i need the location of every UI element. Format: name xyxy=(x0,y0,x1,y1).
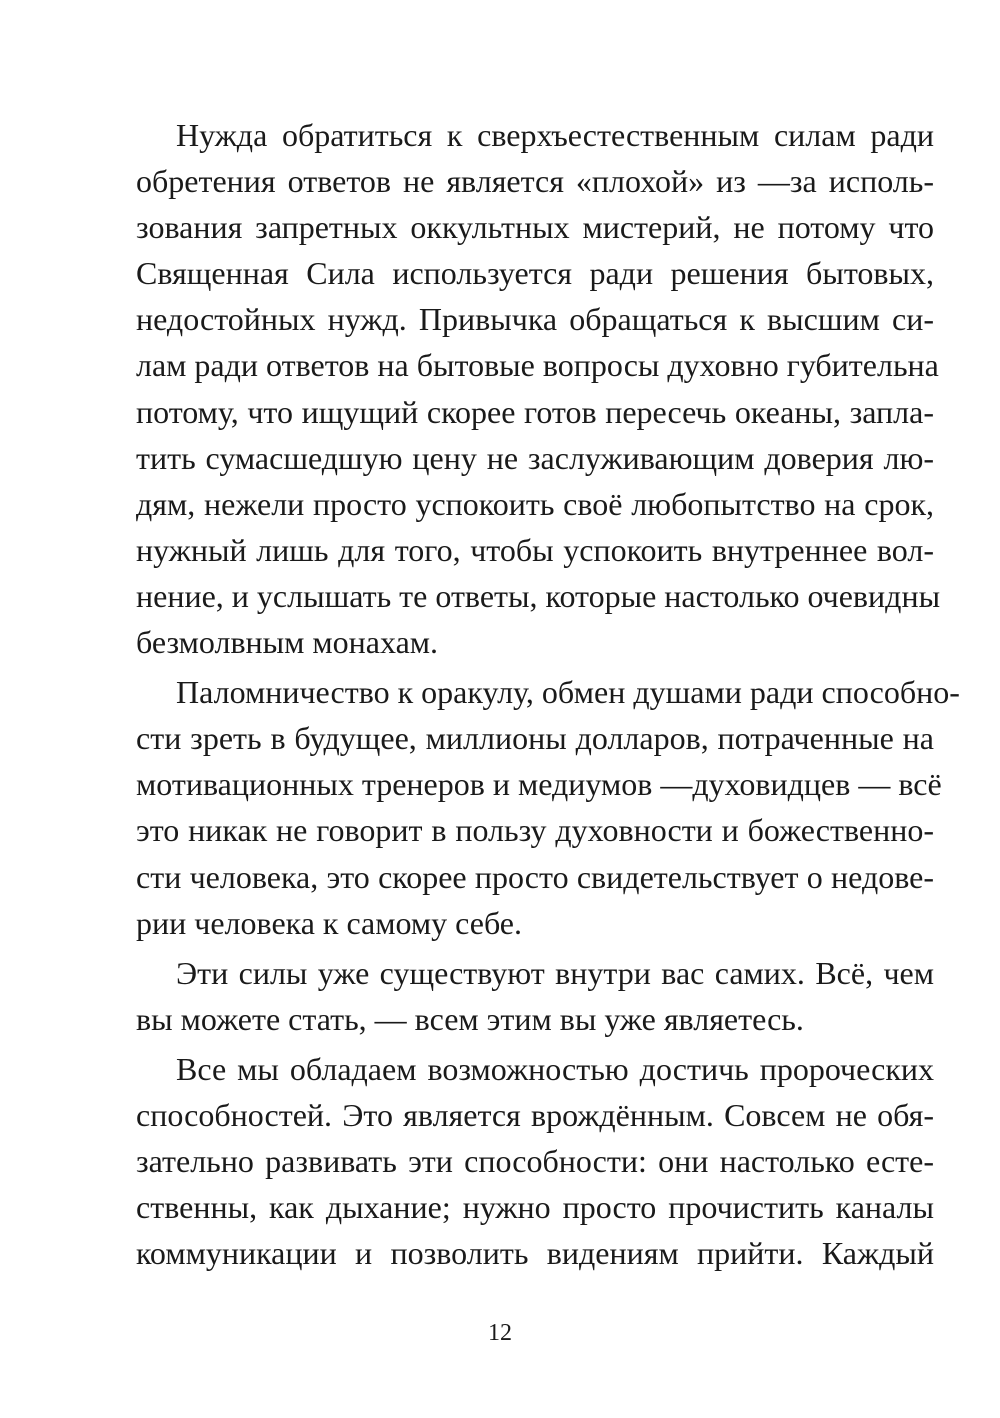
text-line: коммуникации и позволить видениям прийти. Каждый xyxy=(136,1235,934,1272)
paragraph xyxy=(136,950,934,1042)
page-number: 12 xyxy=(488,1320,512,1346)
text-line: сти человека, это скорее просто свидетельствует о недове- xyxy=(136,858,934,895)
text-line: тить сумасшедшую цену не заслуживающим доверия лю- xyxy=(136,439,934,476)
page-body xyxy=(136,112,960,1276)
paragraph xyxy=(136,112,941,665)
text-line: нужный лишь для того, чтобы успокоить внутреннее вол- xyxy=(136,531,934,568)
text-line: нение, и услышать те ответы, которые настолько очевидны xyxy=(136,577,941,614)
text-line: сти зреть в будущее, миллионы долларов, потраченные на xyxy=(136,720,934,757)
text-line: рии человека к самому себе. xyxy=(136,904,522,941)
text-line: дям, нежели просто успокоить своё любопытство на срок, xyxy=(136,485,934,522)
text-line: зательно развивать эти способности: они настолько есте- xyxy=(136,1143,934,1180)
text-line: это никак не говорит в пользу духовности и божественно- xyxy=(136,812,934,849)
text-line: Эти силы уже существуют внутри вас самих. Всё, чем xyxy=(176,954,934,991)
text-line: лам ради ответов на бытовые вопросы духовно губительна xyxy=(136,347,939,384)
text-line: безмолвным монахам. xyxy=(136,624,439,661)
text-line: зования запретных оккультных мистерий, не потому что xyxy=(136,209,934,246)
text-line: ственны, как дыхание; нужно просто прочистить каналы xyxy=(136,1189,934,1226)
text-line: Паломничество к оракулу, обмен душами ради способно- xyxy=(176,674,960,711)
paragraph xyxy=(136,1046,934,1276)
text-line: недостойных нужд. Привычка обращаться к высшим си- xyxy=(136,301,934,338)
paragraph xyxy=(136,669,960,946)
text-line: способностей. Это является врождённым. Совсем не обя- xyxy=(136,1096,934,1133)
text-line: потому, что ищущий скорее готов пересечь океаны, запла- xyxy=(136,393,934,430)
text-line: Священная Сила используется ради решения бытовых, xyxy=(136,255,934,292)
text-line: Нужда обратиться к сверхъестественным силам ради xyxy=(176,117,934,153)
text-line: вы можете стать, — всем этим вы уже являетесь. xyxy=(136,1000,804,1037)
text-line: Все мы обладаем возможностью достичь пророческих xyxy=(176,1050,934,1087)
text-line: обретения ответов не является «плохой» из —за исполь- xyxy=(136,163,934,200)
text-line: мотивационных тренеров и медиумов —духовидцев — всё xyxy=(136,766,942,803)
